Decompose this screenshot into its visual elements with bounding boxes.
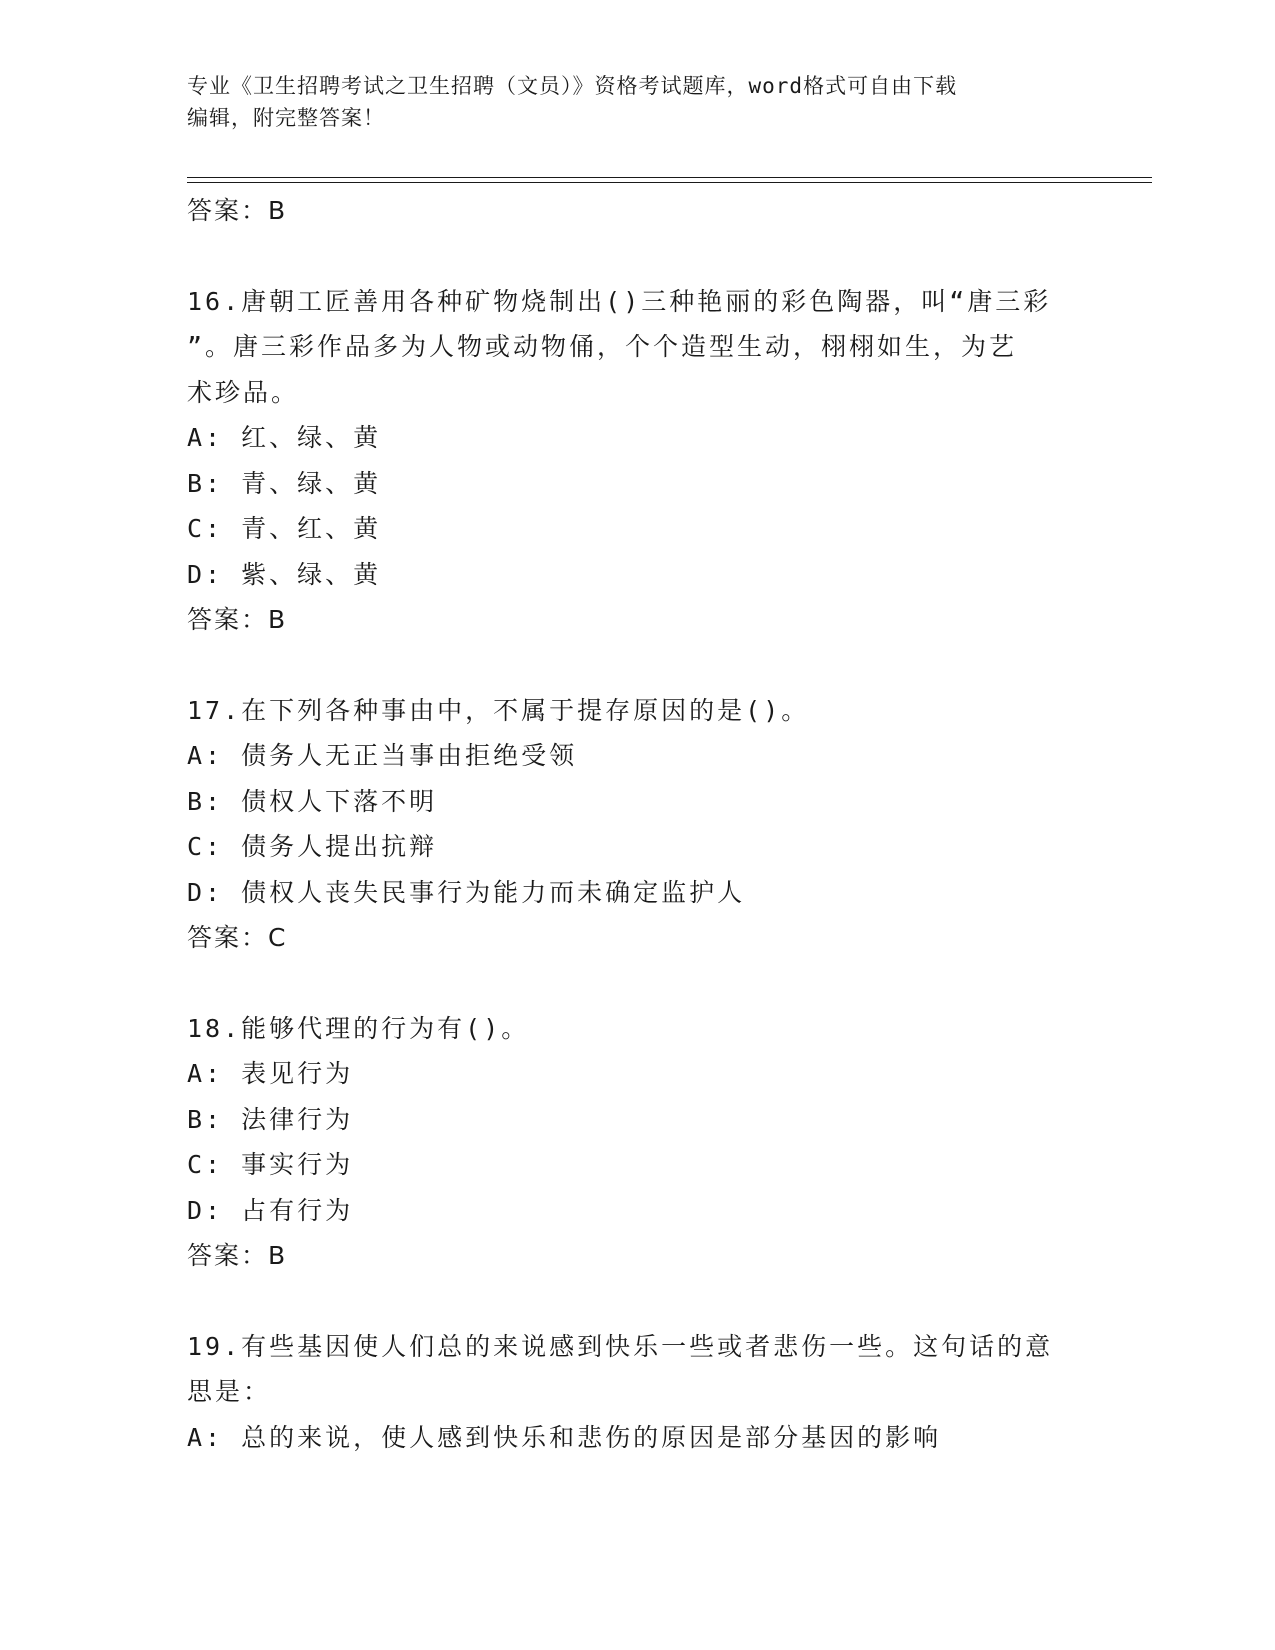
option-b: B: 法律行为 xyxy=(187,1104,354,1134)
option-a: A: 红、绿、黄 xyxy=(187,423,382,452)
answer-line: 答案：C xyxy=(187,923,288,952)
option-a: A: 总的来说，使人感到快乐和悲伤的原因是部分基因的影响 xyxy=(187,1422,942,1452)
question-text: 16.唐朝工匠善用各种矿物烧制出()三种艳丽的彩色陶器，叫“唐三彩 xyxy=(187,286,1052,316)
question-text: 18.能够代理的行为有()。 xyxy=(187,1013,530,1043)
option-c: C: 债务人提出抗辩 xyxy=(187,832,438,861)
question-19 xyxy=(187,1324,1087,1461)
option-d: D: 债权人丧失民事行为能力而未确定监护人 xyxy=(187,877,746,907)
option-c: C: 青、红、黄 xyxy=(187,514,382,543)
option-d: D: 占有行为 xyxy=(187,1195,354,1225)
header-line-1: 专业《卫生招聘考试之卫生招聘（文员）》资格考试题库，word格式可自由下载 xyxy=(187,74,958,98)
question-18 xyxy=(187,1006,1087,1279)
header-rule-top xyxy=(187,177,1152,178)
question-text: 17.在下列各种事由中，不属于提存原因的是()。 xyxy=(187,695,810,725)
question-16 xyxy=(187,279,1087,643)
option-b: B: 青、绿、黄 xyxy=(187,468,382,498)
option-a: A: 表见行为 xyxy=(187,1059,354,1088)
option-b: B: 债权人下落不明 xyxy=(187,786,438,816)
answer-line: 答案：B xyxy=(187,196,288,225)
header-rule-bottom xyxy=(187,182,1152,183)
option-a: A: 债务人无正当事由拒绝受领 xyxy=(187,741,578,770)
option-d: D: 紫、绿、黄 xyxy=(187,559,382,589)
page-header xyxy=(187,70,1087,134)
answer-line: 答案：B xyxy=(187,605,288,634)
option-c: C: 事实行为 xyxy=(187,1150,354,1179)
header-line-2: 编辑，附完整答案！ xyxy=(187,106,385,130)
question-text: ”。唐三彩作品多为人物或动物俑，个个造型生动，栩栩如生，为艺 xyxy=(187,332,1018,361)
question-17 xyxy=(187,688,1087,961)
question-text: 19.有些基因使人们总的来说感到快乐一些或者悲伤一些。这句话的意 xyxy=(187,1331,1054,1361)
question-text: 思是： xyxy=(187,1377,272,1406)
answer-line: 答案：B xyxy=(187,1241,288,1270)
question-list xyxy=(187,188,1087,1460)
question-text: 术珍品。 xyxy=(187,377,300,407)
